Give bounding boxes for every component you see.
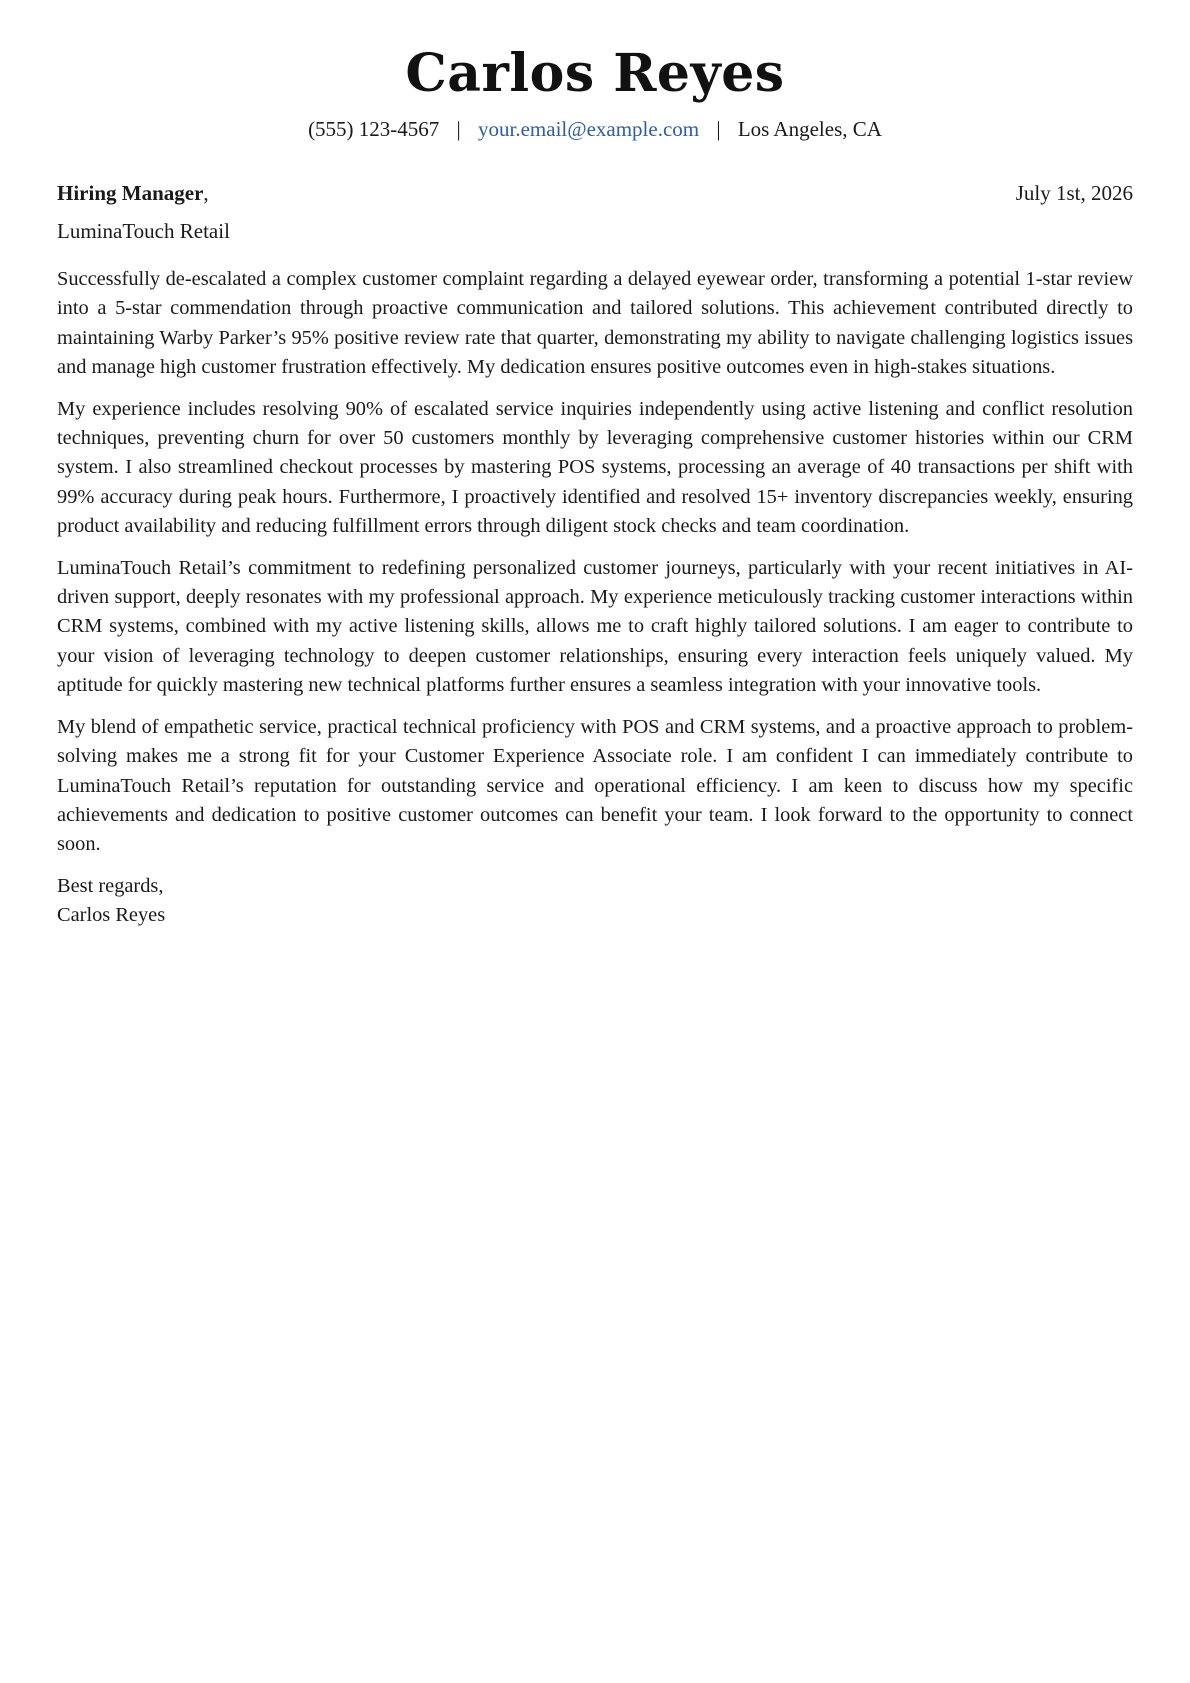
closing-phrase: Best regards,: [57, 874, 164, 897]
location: Los Angeles, CA: [737, 117, 882, 141]
letter-date: July 1st, 2026: [1015, 181, 1133, 205]
applicant-name: Carlos Reyes: [405, 43, 785, 104]
salutation: [57, 180, 209, 206]
contact-separator: |: [716, 117, 721, 141]
body-paragraph: My experience includes resolving 90% of escalated service inquiries independently using active listening and conflict resolution techniques, preventing churn for over 50 customers monthly by leveraging comprehensive customer histories within our CRM system. I also streamlined checkout processes by mastering POS systems, processing an average of 40 transactions per shift with 99% accuracy during peak hours. Furthermore, I proactively identified and resolved 15+ inventory discrepancies weekly, ensuring product availability and reducing fulfillment errors through diligent stock checks and team coordination.: [57, 397, 1133, 538]
recipient-comma: ,: [203, 181, 209, 205]
contact-line: [57, 116, 1133, 142]
body-paragraph: LuminaTouch Retail’s commitment to redefining personalized customer journeys, particularly with your recent initiatives in AI-driven support, deeply resonates with my professional approach. My experience meticulously tracking customer interactions within CRM systems, combined with my active listening skills, allows me to craft highly tailored solutions. I am eager to contribute to your vision of leveraging technology to deepen customer relationships, ensuring every interaction feels uniquely valued. My aptitude for quickly mastering new technical platforms further ensures a seamless integration with your innovative tools.: [57, 556, 1133, 697]
recipient-name: Hiring Manager: [57, 181, 204, 205]
company-name: LuminaTouch Retail: [57, 219, 230, 243]
cover-letter-page: [57, 0, 1133, 931]
body-paragraph: My blend of empathetic service, practical technical proficiency with POS and CRM systems, and a proactive approach to problem-solving makes me a strong fit for your Customer Experience Associate role. I am confident I can immediately contribute to LuminaTouch Retail’s reputation for outstanding service and operational efficiency. I am keen to discuss how my specific achievements and dedication to positive customer outcomes can benefit your team. I look forward to the opportunity to connect soon.: [57, 715, 1133, 856]
body-paragraph: Successfully de-escalated a complex customer complaint regarding a delayed eyewear order, transforming a potential 1-star review into a 5-star commendation through proactive communication and tailored solutions. This achievement contributed directly to maintaining Warby Parker’s 95% positive review rate that quarter, demonstrating my ability to navigate challenging logistics issues and manage high customer frustration effectively. My dedication ensures positive outcomes even in high-stakes situations.: [57, 268, 1133, 379]
closing-block: [57, 872, 1133, 931]
contact-separator: |: [456, 117, 461, 141]
email-link[interactable]: your.email@example.com: [478, 117, 700, 141]
salutation-row: [57, 180, 1133, 206]
letter-body: [57, 265, 1133, 860]
signature-name: Carlos Reyes: [57, 904, 166, 927]
phone-number: (555) 123-4567: [308, 117, 440, 141]
